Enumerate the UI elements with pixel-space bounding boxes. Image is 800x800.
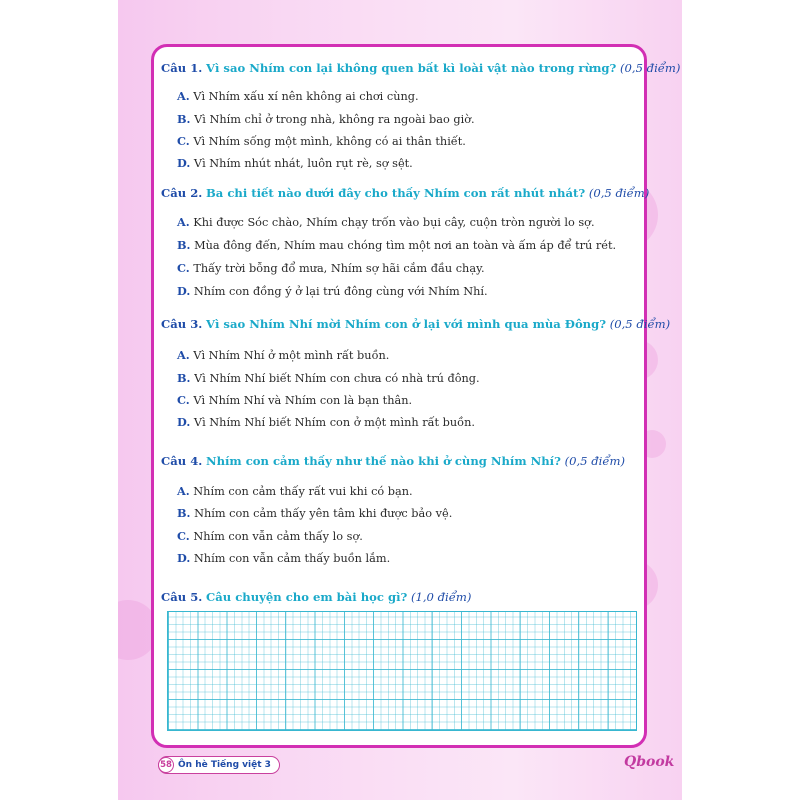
option-text: Vì Nhím Nhí biết Nhím con ở một mình rất buồn. (193, 416, 475, 429)
option-1d (177, 156, 413, 170)
option-3d (177, 415, 475, 429)
question-3 (161, 317, 670, 331)
option-letter: D. (177, 415, 191, 429)
question-points: (0,5 điểm) (588, 186, 650, 200)
option-letter: B. (177, 371, 191, 385)
option-2a (177, 215, 595, 229)
option-text: Thấy trời bỗng đổ mưa, Nhím sợ hãi cắm đầu chạy. (193, 262, 485, 275)
option-4c (177, 529, 363, 543)
brand-logo: Qbook (624, 754, 675, 770)
writing-grid[interactable] (167, 611, 637, 731)
option-text: Nhím con cảm thấy rất vui khi có bạn. (193, 485, 413, 498)
question-text: Ba chi tiết nào dưới đây cho thấy Nhím con rất nhút nhát? (206, 186, 586, 200)
option-letter: B. (177, 112, 191, 126)
option-text: Nhím con vẫn cảm thấy buồn lắm. (193, 552, 391, 565)
option-1b (177, 112, 475, 126)
question-text: Vì sao Nhím Nhí mời Nhím con ở lại với mình qua mùa Đông? (206, 317, 607, 331)
option-letter: A. (177, 484, 190, 498)
option-2c (177, 261, 485, 275)
option-2b (177, 238, 616, 252)
question-number: Câu 1. (161, 61, 203, 75)
option-letter: B. (177, 238, 191, 252)
question-text: Vì sao Nhím con lại không quen bất kì loài vật nào trong rừng? (206, 61, 617, 75)
book-title: Ôn hè Tiếng việt 3 (178, 760, 271, 770)
question-number: Câu 4. (161, 454, 203, 468)
option-text: Nhím con đồng ý ở lại trú đông cùng với Nhím Nhí. (193, 285, 488, 298)
question-points: (0,5 điểm) (564, 454, 625, 468)
option-4b (177, 506, 452, 520)
question-number: Câu 3. (161, 317, 203, 331)
option-text: Vì Nhím nhút nhát, luôn rụt rè, sợ sệt. (193, 157, 413, 170)
option-letter: D. (177, 156, 191, 170)
option-4a (177, 484, 413, 498)
option-letter: B. (177, 506, 191, 520)
footer-book-badge (158, 756, 280, 774)
option-text: Vì Nhím sống một mình, không có ai thân thiết. (193, 135, 466, 148)
option-letter: A. (177, 348, 190, 362)
option-letter: D. (177, 551, 191, 565)
option-letter: A. (177, 89, 190, 103)
option-3b (177, 371, 480, 385)
page-number: 58 (158, 757, 174, 773)
option-text: Nhím con vẫn cảm thấy lo sợ. (193, 530, 363, 543)
question-text: Câu chuyện cho em bài học gì? (206, 590, 408, 604)
question-points: (0,5 điểm) (609, 317, 671, 331)
option-1a (177, 89, 419, 103)
question-1 (161, 61, 680, 75)
question-points: (0,5 điểm) (620, 61, 681, 75)
option-2d (177, 284, 488, 298)
question-number: Câu 2. (161, 186, 203, 200)
option-text: Khi được Sóc chào, Nhím chạy trốn vào bụi cây, cuộn tròn người lo sợ. (193, 216, 595, 229)
question-2 (161, 186, 649, 200)
option-4d (177, 551, 390, 565)
option-text: Vì Nhím Nhí biết Nhím con chưa có nhà trú đông. (194, 372, 480, 385)
option-text: Nhím con cảm thấy yên tâm khi được bảo vệ. (194, 507, 453, 520)
option-letter: A. (177, 215, 190, 229)
option-3a (177, 348, 389, 362)
option-text: Vì Nhím Nhí ở một mình rất buồn. (193, 349, 390, 362)
option-1c (177, 134, 466, 148)
question-points: (1,0 điểm) (410, 590, 472, 604)
option-text: Vì Nhím xấu xí nên không ai chơi cùng. (193, 90, 419, 103)
question-number: Câu 5. (161, 590, 203, 604)
option-letter: C. (177, 261, 190, 275)
question-text: Nhím con cảm thấy như thế nào khi ở cùng Nhím Nhí? (206, 454, 561, 468)
option-text: Mùa đông đến, Nhím mau chóng tìm một nơi an toàn và ấm áp để trú rét. (194, 239, 617, 252)
option-text: Vì Nhím chỉ ở trong nhà, không ra ngoài bao giờ. (194, 113, 475, 126)
option-text: Vì Nhím Nhí và Nhím con là bạn thân. (193, 394, 413, 407)
option-letter: C. (177, 529, 190, 543)
question-4 (161, 454, 625, 468)
option-letter: D. (177, 284, 191, 298)
option-letter: C. (177, 134, 190, 148)
question-5 (161, 590, 471, 604)
option-3c (177, 393, 412, 407)
option-letter: C. (177, 393, 190, 407)
